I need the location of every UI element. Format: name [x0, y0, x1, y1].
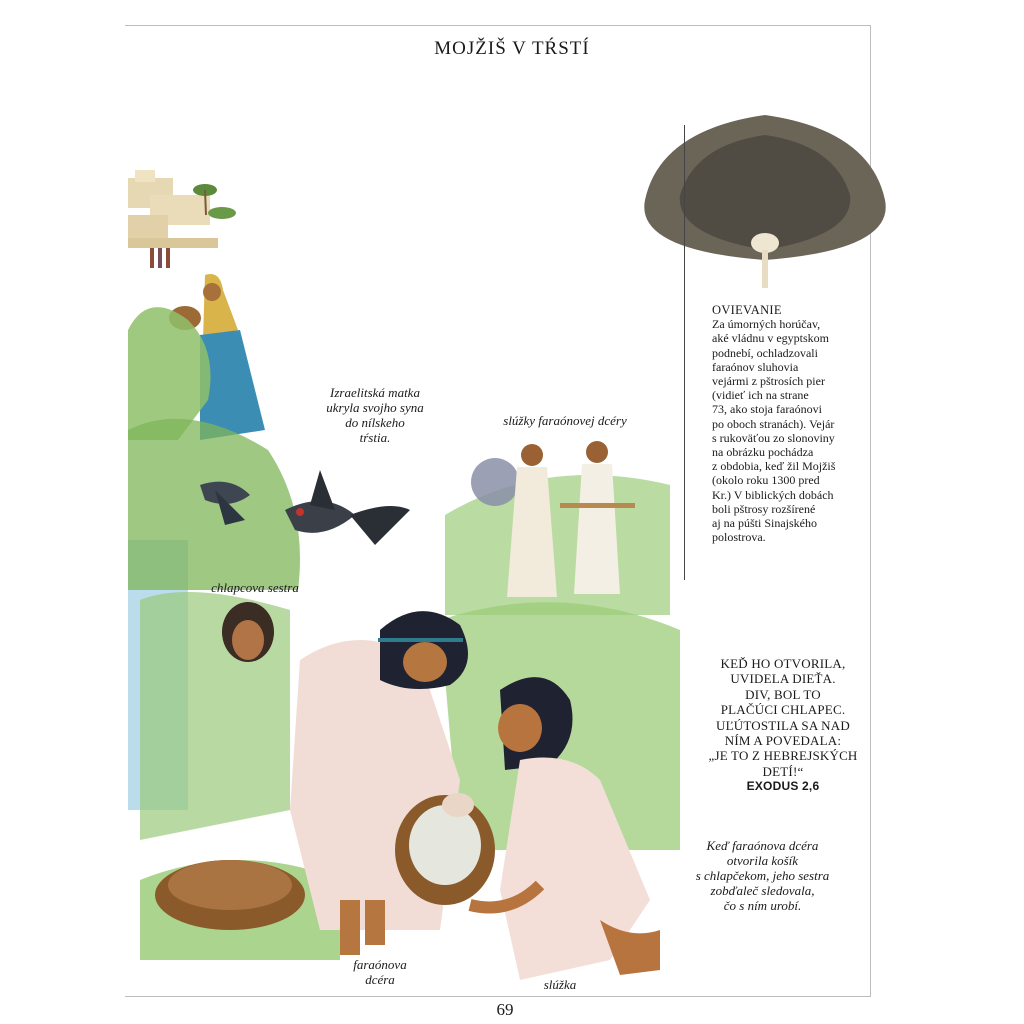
page-number: 69 [496, 1000, 514, 1019]
sidebar-fanning-box [712, 303, 862, 544]
sidebar-divider [684, 125, 685, 580]
caption-line: otvorila košík [726, 853, 799, 868]
caption-line: dcéra [365, 972, 395, 987]
bible-quote [693, 656, 873, 795]
quote-line: PLAČÚCI CHLAPEC. [720, 702, 846, 718]
sidebar-line: aké vládnu v egyptskom [712, 331, 829, 346]
caption-line: Keď faraónova dcéra [706, 838, 819, 853]
quote-line: DIV, BOL TO [745, 686, 821, 702]
town-background [128, 170, 236, 268]
sidebar-line: boli pštrosy rozšírené [712, 501, 816, 516]
sidebar-line: (okolo roku 1300 pred [712, 473, 820, 488]
page-title: MOJŽIŠ V TŔSTÍ [434, 38, 590, 59]
caption-line: s chlapčekom, jeho sestra [695, 868, 830, 883]
maids-scene [445, 441, 670, 615]
quote-line: „JE TO Z HEBREJSKÝCH [708, 748, 858, 764]
quote-line: DETÍ!“ [762, 763, 804, 779]
sidebar-line: podnebí, ochladzovali [712, 345, 818, 360]
sidebar-line: na obrázku pochádza [712, 445, 814, 460]
caption-daughter [330, 957, 430, 987]
caption-line: ukryla svojho syna [326, 400, 424, 415]
quote-reference: EXODUS 2,6 [746, 779, 820, 794]
ostrich-feather-fan [644, 115, 885, 288]
caption-maids [480, 413, 650, 428]
sidebar-line: 73, ako stoja faraónovi [712, 402, 822, 417]
sidebar-heading: OVIEVANIE [712, 303, 782, 317]
sidebar-line: s rukoväťou zo slonoviny [712, 430, 835, 445]
sidebar-line: faraónov sluhovia [712, 359, 799, 374]
sidebar-line: Kr.) V biblických dobách [712, 487, 834, 502]
caption-line: slúžka [543, 977, 577, 992]
quote-line: KEĎ HO OTVORILA, [720, 656, 846, 671]
sidebar-line: polostrova. [712, 530, 766, 545]
caption-sister [195, 580, 315, 595]
sidebar-line: (vidieť ich na strane [712, 388, 809, 403]
sidebar-line: z obdobia, keď žil Mojžiš [712, 459, 836, 474]
caption-mother [300, 385, 450, 445]
caption-line: chlapcova sestra [211, 580, 299, 595]
caption-line: faraónova [353, 957, 407, 972]
sidebar-line: aj na púšti Sinajského [712, 516, 817, 531]
sidebar-line: po oboch stranách). Vejár [712, 416, 835, 431]
caption-servant [520, 977, 600, 992]
caption-line: do nílskeho [345, 415, 405, 430]
woven-basket [155, 860, 305, 930]
quote-line: NÍM A POVEDALA: [724, 733, 842, 749]
caption-line: zobďaleč sledovala, [710, 883, 815, 898]
sister-figure [222, 602, 274, 662]
sidebar-line: vejármi z pštrosích pier [712, 374, 825, 389]
caption-basket [670, 838, 855, 913]
caption-line: čo s ním urobí. [723, 898, 802, 913]
caption-line: slúžky faraónovej dcéry [503, 413, 627, 428]
caption-line: Izraelitská matka [330, 385, 420, 400]
quote-line: UVIDELA DIEŤA. [730, 671, 836, 687]
sidebar-line: Za úmorných horúčav, [712, 317, 821, 332]
quote-line: UĽÚTOSTILA SA NAD [716, 717, 850, 733]
caption-line: tŕstia. [359, 430, 391, 445]
